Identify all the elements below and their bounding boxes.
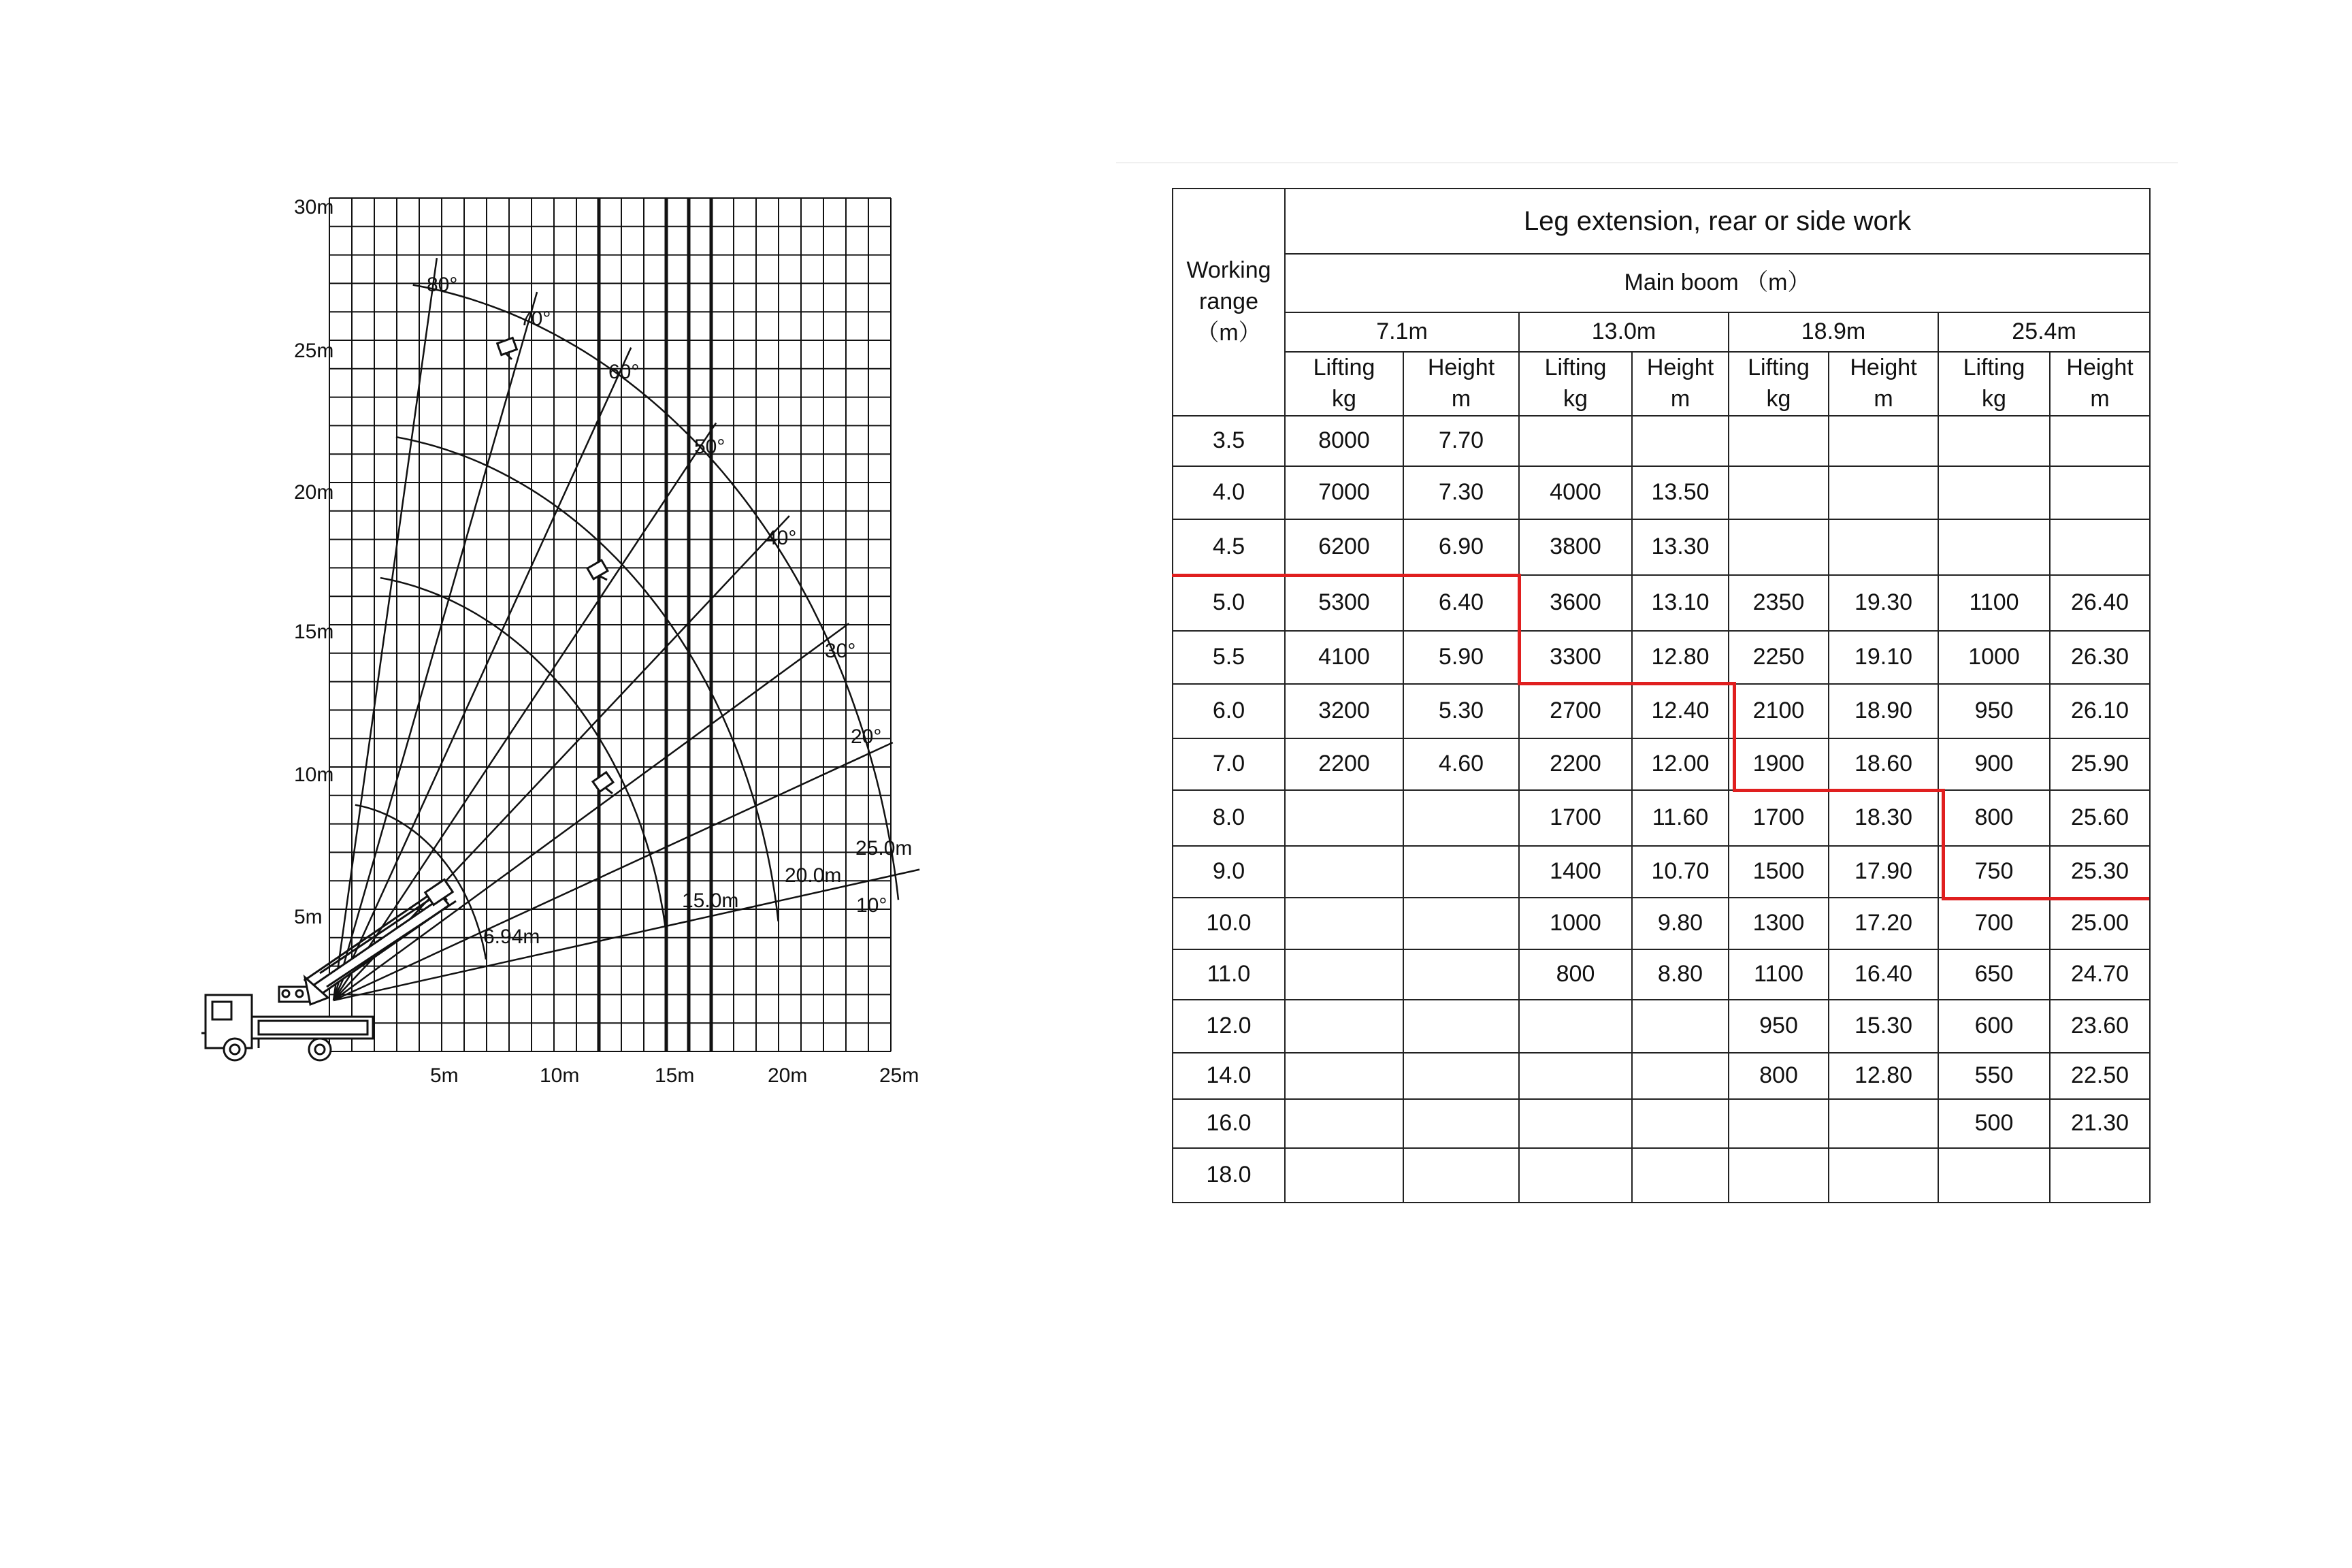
lifting-kg-cell: 2100	[1729, 684, 1829, 738]
working-range-cell: 7.0	[1173, 738, 1285, 790]
lifting-kg-cell: 8000	[1285, 416, 1403, 466]
col-lifting: Lifting kg	[1285, 352, 1403, 416]
working-range-cell: 6.0	[1173, 684, 1285, 738]
lifting-kg-cell	[1285, 846, 1403, 898]
height-m-cell: 12.00	[1632, 738, 1729, 790]
height-m-cell	[1403, 898, 1519, 949]
table-title: Leg extension, rear or side work	[1285, 189, 2150, 254]
working-range-cell: 10.0	[1173, 898, 1285, 949]
height-m-cell: 24.70	[2050, 949, 2150, 1000]
height-m-cell: 21.30	[2050, 1099, 2150, 1148]
lifting-kg-cell: 900	[1938, 738, 2050, 790]
angle-label-60: 60°	[608, 361, 640, 383]
height-m-cell: 10.70	[1632, 846, 1729, 898]
x-label-10m: 10m	[540, 1064, 580, 1087]
angle-label-70: 70°	[520, 308, 551, 330]
height-m-cell: 17.90	[1829, 846, 1938, 898]
lifting-kg-cell: 2250	[1729, 631, 1829, 684]
load-chart-table	[1172, 188, 2151, 1203]
col-lifting: Lifting kg	[1729, 352, 1829, 416]
height-m-cell	[1403, 846, 1519, 898]
col-height: Height m	[1403, 352, 1519, 416]
height-m-cell: 13.50	[1632, 466, 1729, 519]
limit-line	[1518, 682, 1735, 685]
height-m-cell: 15.30	[1829, 1000, 1938, 1053]
height-m-cell: 9.80	[1632, 898, 1729, 949]
height-m-cell	[1829, 1099, 1938, 1148]
boom-radius-arc	[413, 285, 898, 900]
table-row	[1173, 1053, 2150, 1099]
lifting-kg-cell	[1285, 1099, 1403, 1148]
height-m-cell: 12.80	[1829, 1053, 1938, 1099]
limit-line	[1518, 574, 1521, 684]
lifting-kg-cell: 3300	[1519, 631, 1632, 684]
height-m-cell	[1632, 1053, 1729, 1099]
table-row	[1173, 1000, 2150, 1053]
table-row	[1173, 466, 2150, 519]
lifting-kg-cell	[1285, 1148, 1403, 1203]
height-m-cell	[1403, 790, 1519, 846]
lifting-kg-cell: 1000	[1519, 898, 1632, 949]
lifting-kg-cell	[1729, 466, 1829, 519]
height-m-cell: 22.50	[2050, 1053, 2150, 1099]
col-height: Height m	[1829, 352, 1938, 416]
lifting-kg-cell	[1938, 519, 2050, 575]
lifting-kg-cell: 2200	[1285, 738, 1403, 790]
y-label-10m: 10m	[294, 764, 334, 786]
working-range-cell: 4.5	[1173, 519, 1285, 575]
boom-7.1m-header: 7.1m	[1285, 312, 1519, 352]
lifting-kg-cell	[1285, 1053, 1403, 1099]
y-label-15m: 15m	[294, 621, 334, 643]
lifting-kg-cell	[1729, 1148, 1829, 1203]
x-label-15m: 15m	[655, 1064, 695, 1087]
height-m-cell: 18.60	[1829, 738, 1938, 790]
y-label-30m: 30m	[294, 196, 334, 218]
lifting-kg-cell: 2700	[1519, 684, 1632, 738]
lifting-kg-cell: 1700	[1519, 790, 1632, 846]
lifting-kg-cell: 1000	[1938, 631, 2050, 684]
height-m-cell	[1632, 416, 1729, 466]
lifting-kg-cell	[1285, 898, 1403, 949]
height-m-cell: 6.90	[1403, 519, 1519, 575]
height-m-cell: 23.60	[2050, 1000, 2150, 1053]
height-m-cell: 25.90	[2050, 738, 2150, 790]
basket-icon-50	[593, 772, 613, 794]
height-m-cell: 12.80	[1632, 631, 1729, 684]
lifting-kg-cell: 500	[1938, 1099, 2050, 1148]
height-m-cell: 4.60	[1403, 738, 1519, 790]
height-m-cell: 26.10	[2050, 684, 2150, 738]
lifting-kg-cell: 1700	[1729, 790, 1829, 846]
col-lifting: Lifting kg	[1938, 352, 2050, 416]
lifting-kg-cell	[1285, 1000, 1403, 1053]
table-row	[1173, 416, 2150, 466]
angle-label-10: 10°	[856, 894, 887, 917]
boom-angle-ray	[333, 623, 849, 1000]
height-m-cell: 16.40	[1829, 949, 1938, 1000]
x-label-20m: 20m	[768, 1064, 808, 1087]
height-m-cell	[1632, 1099, 1729, 1148]
lifting-kg-cell: 4100	[1285, 631, 1403, 684]
working-range-cell: 5.0	[1173, 575, 1285, 631]
angle-label-20: 20°	[851, 725, 882, 748]
lifting-kg-cell: 1500	[1729, 846, 1829, 898]
lifting-kg-cell	[1519, 1000, 1632, 1053]
lifting-kg-cell	[1519, 1099, 1632, 1148]
limit-line	[1172, 574, 1519, 577]
height-m-cell: 11.60	[1632, 790, 1729, 846]
height-m-cell: 25.30	[2050, 846, 2150, 898]
working-range-cell: 8.0	[1173, 790, 1285, 846]
height-m-cell: 13.30	[1632, 519, 1729, 575]
working-range-cell: 16.0	[1173, 1099, 1285, 1148]
height-m-cell: 26.30	[2050, 631, 2150, 684]
height-m-cell	[2050, 466, 2150, 519]
lifting-kg-cell	[1519, 1053, 1632, 1099]
height-m-cell	[1403, 1053, 1519, 1099]
working-range-cell: 14.0	[1173, 1053, 1285, 1099]
table-body	[1173, 416, 2150, 1203]
angle-label-30: 30°	[825, 640, 856, 662]
table-row	[1173, 738, 2150, 790]
height-m-cell	[1403, 949, 1519, 1000]
lifting-kg-cell: 800	[1938, 790, 2050, 846]
y-label-20m: 20m	[294, 481, 334, 504]
boom-radius-arcs	[355, 285, 898, 960]
angle-label-40: 40°	[766, 527, 797, 549]
table-row	[1173, 949, 2150, 1000]
height-m-cell: 19.30	[1829, 575, 1938, 631]
top-divider	[1116, 162, 2178, 163]
x-label-25m: 25m	[879, 1064, 919, 1087]
table-row	[1173, 898, 2150, 949]
height-m-cell	[1403, 1000, 1519, 1053]
limit-line	[1942, 897, 2149, 900]
lifting-kg-cell: 2200	[1519, 738, 1632, 790]
main-boom-header: Main boom （m）	[1285, 254, 2150, 312]
limit-line	[1733, 789, 1944, 792]
lifting-kg-cell: 600	[1938, 1000, 2050, 1053]
height-m-cell	[2050, 519, 2150, 575]
basket-icon-70	[497, 338, 517, 359]
lifting-kg-cell	[1938, 466, 2050, 519]
table-row	[1173, 846, 2150, 898]
y-label-25m: 25m	[294, 340, 334, 362]
working-range-cell: 18.0	[1173, 1148, 1285, 1203]
boom-angle-ray	[333, 423, 716, 1000]
boom-25.4m-header: 25.4m	[1938, 312, 2150, 352]
height-m-cell: 19.10	[1829, 631, 1938, 684]
working-range-cell: 9.0	[1173, 846, 1285, 898]
height-m-cell	[1829, 519, 1938, 575]
working-range-cell: 12.0	[1173, 1000, 1285, 1053]
lifting-kg-cell: 7000	[1285, 466, 1403, 519]
lifting-kg-cell	[1938, 416, 2050, 466]
table-row	[1173, 519, 2150, 575]
boom-radius-arc	[380, 578, 666, 926]
y-label-5m: 5m	[294, 906, 323, 928]
height-m-cell: 7.30	[1403, 466, 1519, 519]
boom-length-20.0m: 20.0m	[785, 864, 842, 887]
basket-icon-60	[587, 560, 608, 580]
working-range-cell: 4.0	[1173, 466, 1285, 519]
col-height: Height m	[1632, 352, 1729, 416]
working-range-cell: 3.5	[1173, 416, 1285, 466]
angle-label-50: 50°	[694, 436, 725, 458]
lifting-kg-cell: 950	[1938, 684, 2050, 738]
table-row	[1173, 684, 2150, 738]
height-m-cell	[2050, 1148, 2150, 1203]
lifting-kg-cell: 2350	[1729, 575, 1829, 631]
height-m-cell: 5.90	[1403, 631, 1519, 684]
height-m-cell: 25.60	[2050, 790, 2150, 846]
height-m-cell	[1829, 1148, 1938, 1203]
lifting-kg-cell: 650	[1938, 949, 2050, 1000]
boom-length-15.0m: 15.0m	[682, 889, 739, 912]
lifting-kg-cell: 6200	[1285, 519, 1403, 575]
working-range-header: Working range （m）	[1173, 189, 1285, 416]
height-m-cell	[1829, 466, 1938, 519]
height-m-cell	[1403, 1148, 1519, 1203]
x-label-5m: 5m	[430, 1064, 459, 1087]
height-m-cell	[2050, 416, 2150, 466]
lifting-kg-cell: 3200	[1285, 684, 1403, 738]
lifting-kg-cell: 1400	[1519, 846, 1632, 898]
height-m-cell: 25.00	[2050, 898, 2150, 949]
height-m-cell	[1403, 1099, 1519, 1148]
height-m-cell	[1829, 416, 1938, 466]
boom-angle-ray	[333, 870, 919, 1000]
height-m-cell: 12.40	[1632, 684, 1729, 738]
boom-13.0m-header: 13.0m	[1519, 312, 1729, 352]
lifting-kg-cell: 4000	[1519, 466, 1632, 519]
table-row	[1173, 575, 2150, 631]
table-row	[1173, 1148, 2150, 1203]
boom-18.9m-header: 18.9m	[1729, 312, 1938, 352]
lifting-kg-cell: 550	[1938, 1053, 2050, 1099]
height-m-cell: 8.80	[1632, 949, 1729, 1000]
limit-line	[1942, 789, 1945, 899]
lifting-kg-cell	[1285, 949, 1403, 1000]
height-m-cell: 18.30	[1829, 790, 1938, 846]
lifting-kg-cell	[1519, 1148, 1632, 1203]
working-range-diagram	[0, 0, 987, 1123]
lifting-kg-cell: 800	[1519, 949, 1632, 1000]
lifting-kg-cell: 5300	[1285, 575, 1403, 631]
lifting-kg-cell: 750	[1938, 846, 2050, 898]
height-m-cell: 17.20	[1829, 898, 1938, 949]
boom-length-25.0m: 25.0m	[855, 837, 913, 860]
height-m-cell: 18.90	[1829, 684, 1938, 738]
boom-radius-arc	[396, 437, 779, 921]
boom-length-6.94m: 6.94m	[483, 926, 540, 948]
table-row	[1173, 790, 2150, 846]
lifting-kg-cell: 1900	[1729, 738, 1829, 790]
lifting-kg-cell: 700	[1938, 898, 2050, 949]
lifting-kg-cell: 1100	[1938, 575, 2050, 631]
lifting-kg-cell: 950	[1729, 1000, 1829, 1053]
height-m-cell	[1632, 1000, 1729, 1053]
working-range-cell: 11.0	[1173, 949, 1285, 1000]
col-lifting: Lifting kg	[1519, 352, 1632, 416]
height-m-cell: 7.70	[1403, 416, 1519, 466]
lifting-kg-cell: 3800	[1519, 519, 1632, 575]
lifting-kg-cell	[1285, 790, 1403, 846]
lifting-kg-cell	[1519, 416, 1632, 466]
lifting-kg-cell	[1729, 416, 1829, 466]
col-height: Height m	[2050, 352, 2150, 416]
working-range-cell: 5.5	[1173, 631, 1285, 684]
height-m-cell	[1632, 1148, 1729, 1203]
height-m-cell: 26.40	[2050, 575, 2150, 631]
lifting-kg-cell	[1729, 1099, 1829, 1148]
lifting-kg-cell: 1100	[1729, 949, 1829, 1000]
table-row	[1173, 1099, 2150, 1148]
table-row	[1173, 631, 2150, 684]
height-m-cell: 6.40	[1403, 575, 1519, 631]
lifting-kg-cell: 800	[1729, 1053, 1829, 1099]
angle-label-80: 80°	[427, 274, 458, 296]
height-m-cell: 5.30	[1403, 684, 1519, 738]
height-m-cell: 13.10	[1632, 575, 1729, 631]
limit-line	[1733, 682, 1736, 791]
lifting-kg-cell	[1938, 1148, 2050, 1203]
lifting-kg-cell: 3600	[1519, 575, 1632, 631]
lifting-kg-cell: 1300	[1729, 898, 1829, 949]
lifting-kg-cell	[1729, 519, 1829, 575]
